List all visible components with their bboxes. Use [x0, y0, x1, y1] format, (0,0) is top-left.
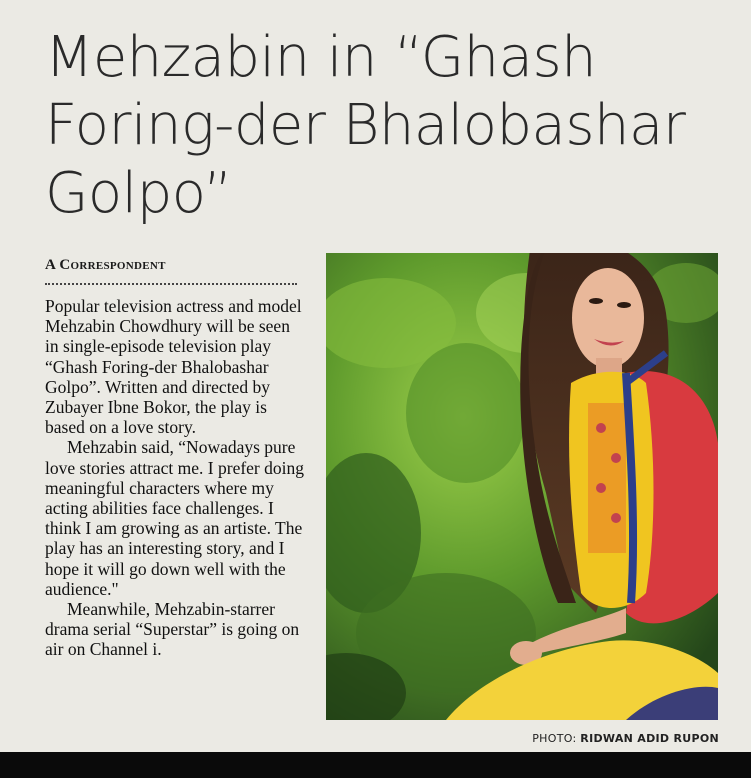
photo-credit: [532, 732, 719, 745]
bottom-bar: [0, 752, 751, 778]
headline-line-2: Foring-der Bhalobashar: [45, 93, 686, 158]
photo-illustration: [326, 253, 718, 720]
headline: [45, 24, 735, 228]
article-photo: [326, 253, 718, 720]
photo-credit-label: PHOTO:: [532, 732, 581, 745]
article-paragraph-2: Mehzabin said, “Nowadays pure love stories attract me. I prefer doing meaningful characters where my acting abilities face challenges. I think I am growing as an artiste. The play has an interesting story, and I hope it will go down well with the audience.": [45, 437, 304, 599]
byline: A Correspondent: [45, 257, 166, 273]
article-paragraph-1: Popular television actress and model Mehzabin Chowdhury will be seen in single-episode television play “Ghash Foring-der Bhalobashar Golpo”. Written and directed by Zubayer Ibne Bokor, the play is based on a love story.: [45, 296, 302, 438]
headline-line-1: Mehzabin in “Ghash: [45, 25, 597, 90]
article-body: [45, 296, 307, 660]
article-paragraph-3: Meanwhile, Mehzabin-starrer drama serial “Superstar” is going on air on Channel i.: [45, 599, 300, 660]
headline-line-3: Golpo”: [45, 161, 233, 226]
dotted-divider: [45, 283, 297, 285]
photo-credit-name: RIDWAN ADID RUPON: [580, 732, 719, 745]
